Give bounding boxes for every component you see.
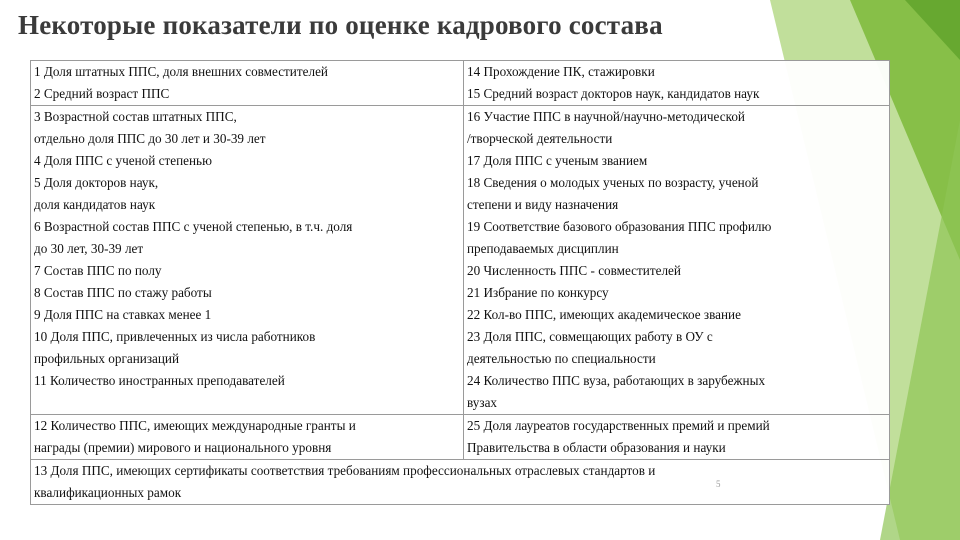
indicator-line: 19 Соответствие базового образования ППС профилю <box>467 219 772 234</box>
indicator-line: деятельностью по специальности <box>467 351 656 366</box>
indicator-line: /творческой деятельности <box>467 131 613 146</box>
left-cell <box>31 61 464 106</box>
indicator-line: 22 Кол-во ППС, имеющих академическое звание <box>467 307 741 322</box>
table-row <box>31 106 890 415</box>
indicator-line: 1 Доля штатных ППС, доля внешних совместителей <box>34 64 328 79</box>
table-row <box>31 61 890 106</box>
indicator-line: 7 Состав ППС по полу <box>34 263 162 278</box>
indicator-line: вузах <box>467 395 498 410</box>
indicator-line: 10 Доля ППС, привлеченных из числа работников <box>34 329 316 344</box>
indicator-line: преподаваемых дисциплин <box>467 241 619 256</box>
indicator-line: 24 Количество ППС вуза, работающих в зарубежных <box>467 373 766 388</box>
indicator-line: 4 Доля ППС с ученой степенью <box>34 153 212 168</box>
right-cell <box>464 415 890 460</box>
left-cell <box>31 106 464 415</box>
indicator-line: 5 Доля докторов наук, <box>34 175 159 190</box>
right-cell <box>464 61 890 106</box>
page-number: 5 <box>716 479 721 489</box>
indicator-line: доля кандидатов наук <box>34 197 156 212</box>
indicator-line: степени и виду назначения <box>467 197 619 212</box>
indicator-line: 25 Доля лауреатов государственных премий и премий <box>467 418 770 433</box>
table-row <box>31 460 890 505</box>
right-cell <box>464 106 890 415</box>
indicator-line: 11 Количество иностранных преподавателей <box>34 373 285 388</box>
indicator-line: 6 Возрастной состав ППС с ученой степенью, в т.ч. доля <box>34 219 353 234</box>
indicator-line: отдельно доля ППС до 30 лет и 30-39 лет <box>34 131 266 146</box>
indicator-line: 15 Средний возраст докторов наук, кандидатов наук <box>467 86 760 101</box>
table-row <box>31 415 890 460</box>
indicator-line: квалификационных рамок <box>34 485 182 500</box>
indicator-line: 20 Численность ППС - совместителей <box>467 263 681 278</box>
indicator-line: награды (премии) мирового и национального уровня <box>34 440 332 455</box>
indicator-line: 8 Состав ППС по стажу работы <box>34 285 212 300</box>
footer-cell <box>31 460 890 505</box>
slide-title: Некоторые показатели по оценке кадрового состава <box>18 10 663 40</box>
indicator-line: до 30 лет, 30-39 лет <box>34 241 144 256</box>
indicators-table <box>30 60 890 505</box>
indicator-line: 21 Избрание по конкурсу <box>467 285 609 300</box>
indicator-line: Правительства в области образования и науки <box>467 440 726 455</box>
indicator-line: профильных организаций <box>34 351 180 366</box>
indicator-line: 18 Сведения о молодых ученых по возрасту, ученой <box>467 175 759 190</box>
indicator-line: 12 Количество ППС, имеющих международные гранты и <box>34 418 356 433</box>
indicator-line: 3 Возрастной состав штатных ППС, <box>34 109 237 124</box>
indicator-line: 13 Доля ППС, имеющих сертификаты соответствия требованиям профессиональных отраслевых стандартов и <box>34 463 656 478</box>
indicator-line: 16 Участие ППС в научной/научно-методической <box>467 109 745 124</box>
indicator-line: 2 Средний возраст ППС <box>34 86 170 101</box>
indicator-line: 17 Доля ППС с ученым званием <box>467 153 648 168</box>
indicator-line: 23 Доля ППС, совмещающих работу в ОУ с <box>467 329 713 344</box>
indicator-line: 14 Прохождение ПК, стажировки <box>467 64 655 79</box>
left-cell <box>31 415 464 460</box>
indicator-line: 9 Доля ППС на ставках менее 1 <box>34 307 212 322</box>
